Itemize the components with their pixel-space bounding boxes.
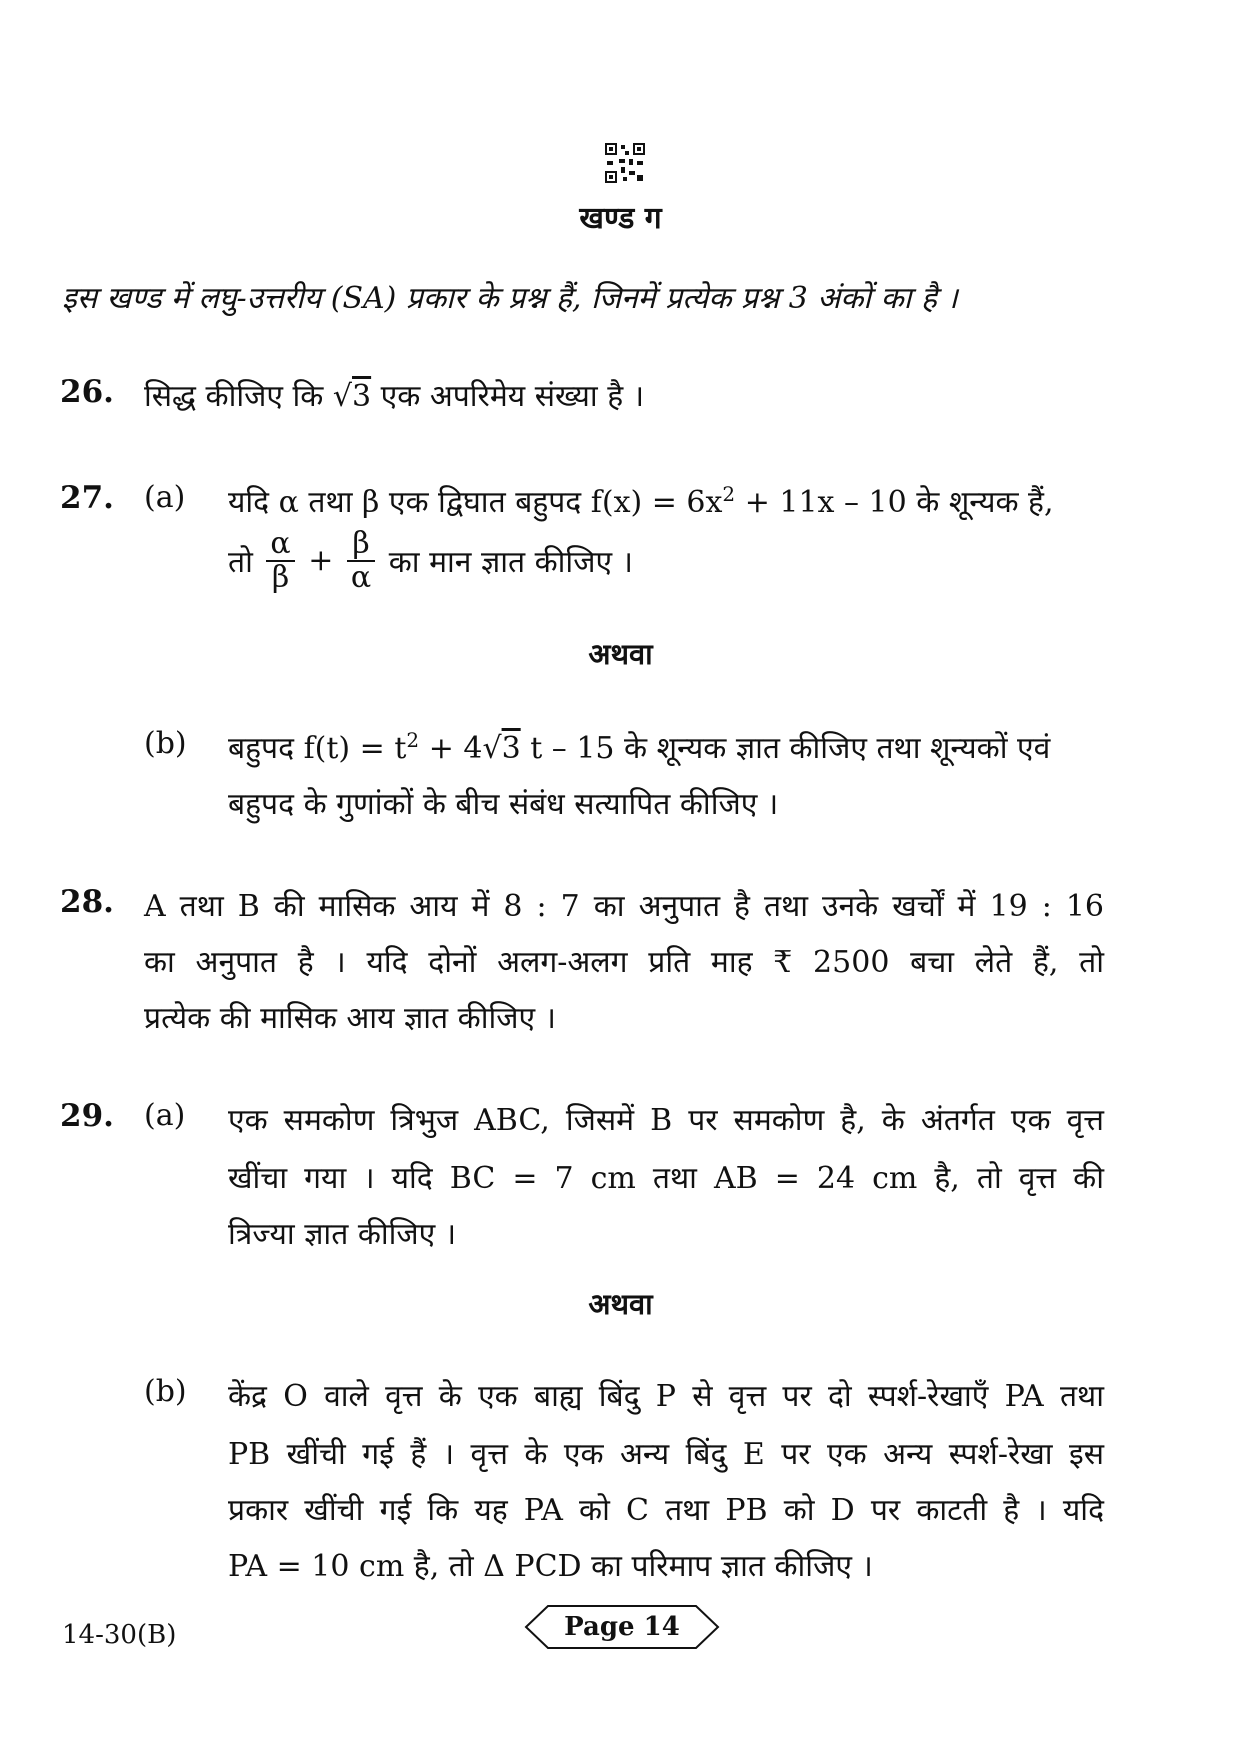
page-number-badge bbox=[524, 1604, 720, 1650]
question-27b-label: (b) bbox=[144, 726, 187, 761]
question-number-26: 26. bbox=[60, 374, 114, 410]
question-29b-line3: प्रकार खींची गई कि यह PA को C तथा PB को D पर काटती है । यदि bbox=[228, 1493, 1104, 1528]
question-number-28: 28. bbox=[60, 884, 114, 920]
question-29b-label: (b) bbox=[144, 1374, 187, 1409]
fraction-alpha-over-beta bbox=[266, 528, 294, 593]
question-number-27: 27. bbox=[60, 480, 114, 516]
question-26-text bbox=[144, 374, 644, 415]
question-27b-line2: बहुपद के गुणांकों के बीच संबंध सत्यापित कीजिए । bbox=[228, 787, 779, 822]
question-27b-line1: बहुपद $f(t) = t^2 + 4√3$ t – 15 के शून्यक ज्ञात कीजिए तथा शून्यकों एवं bbox=[228, 728, 1051, 766]
question-27a-line2 bbox=[228, 528, 633, 593]
question-29a-line3: त्रिज्या ज्ञात कीजिए । bbox=[228, 1217, 457, 1252]
q26-radical: √ bbox=[332, 379, 353, 414]
q27a-line2-end: का मान ज्ञात कीजिए । bbox=[388, 545, 633, 580]
qr-code-icon bbox=[605, 143, 645, 183]
or-heading-27: अथवा bbox=[588, 637, 653, 671]
q27a-line2-start: तो bbox=[228, 545, 253, 580]
q26-radicand: 3 bbox=[352, 379, 372, 414]
or-heading-29: अथवा bbox=[588, 1287, 653, 1321]
q27b-exponent: 2 bbox=[406, 728, 420, 752]
q26-text-before: सिद्ध कीजिए कि bbox=[144, 379, 324, 414]
question-27a-line1 bbox=[228, 480, 1054, 521]
q27a-exponent: 2 bbox=[722, 482, 736, 506]
frac1-numerator: α bbox=[266, 528, 294, 562]
q27a-line1-start: यदि α तथा β एक द्विघात बहुपद f(x) = 6x bbox=[228, 485, 723, 520]
q27b-line1-start: बहुपद f(t) = t bbox=[228, 731, 407, 766]
question-29a-label: (a) bbox=[144, 1098, 186, 1133]
question-number-29: 29. bbox=[60, 1098, 114, 1134]
question-27a-label: (a) bbox=[144, 480, 186, 515]
fraction-beta-over-alpha bbox=[347, 528, 375, 593]
page-number: Page 14 bbox=[564, 1612, 680, 1642]
question-28-line2: का अनुपात है । यदि दोनों अलग-अलग प्रति माह ₹ 2500 बचा लेते हैं, तो bbox=[144, 945, 1104, 980]
question-29a-line2: खींचा गया । यदि BC = 7 cm तथा AB = 24 cm है, तो वृत्त की bbox=[228, 1161, 1104, 1196]
question-28-line3: प्रत्येक की मासिक आय ज्ञात कीजिए । bbox=[144, 1001, 556, 1036]
plus-sign: + bbox=[308, 543, 334, 578]
question-29b-line4: PA = 10 cm है, तो Δ PCD का परिमाप ज्ञात कीजिए । bbox=[228, 1549, 873, 1584]
frac1-denominator: β bbox=[271, 559, 290, 595]
q27b-line1-end: t – 15 के शून्यक ज्ञात कीजिए तथा शून्यकों एवं bbox=[530, 731, 1051, 766]
question-28-line1: A तथा B की मासिक आय में 8 : 7 का अनुपात है तथा उनके खर्चों में 19 : 16 bbox=[144, 889, 1104, 924]
q26-text-after: एक अपरिमेय संख्या है । bbox=[380, 379, 645, 414]
q27b-line1-mid: + 4 bbox=[428, 731, 483, 766]
section-title: खण्ड ग bbox=[579, 201, 662, 236]
paper-code: 14-30(B) bbox=[62, 1620, 177, 1650]
question-29b-line1: केंद्र O वाले वृत्त के एक बाह्य बिंदु P से वृत्त पर दो स्पर्श-रेखाएँ PA तथा bbox=[228, 1379, 1104, 1414]
frac2-numerator: β bbox=[347, 528, 375, 562]
q27b-radicand: 3 bbox=[501, 731, 521, 766]
question-29a-line1: एक समकोण त्रिभुज ABC, जिसमें B पर समकोण है, के अंतर्गत एक वृत्त bbox=[228, 1103, 1104, 1138]
frac2-denominator: α bbox=[350, 559, 372, 595]
section-instruction: इस खण्ड में लघु-उत्तरीय (SA) प्रकार के प्रश्न हैं, जिनमें प्रत्येक प्रश्न 3 अंकों का है । bbox=[62, 281, 958, 316]
question-29b-line2: PB खींची गई हैं । वृत्त के एक अन्य बिंदु E पर एक अन्य स्पर्श-रेखा इस bbox=[228, 1437, 1104, 1472]
q27a-line1-end: + 11x – 10 के शून्यक हैं, bbox=[744, 485, 1054, 520]
